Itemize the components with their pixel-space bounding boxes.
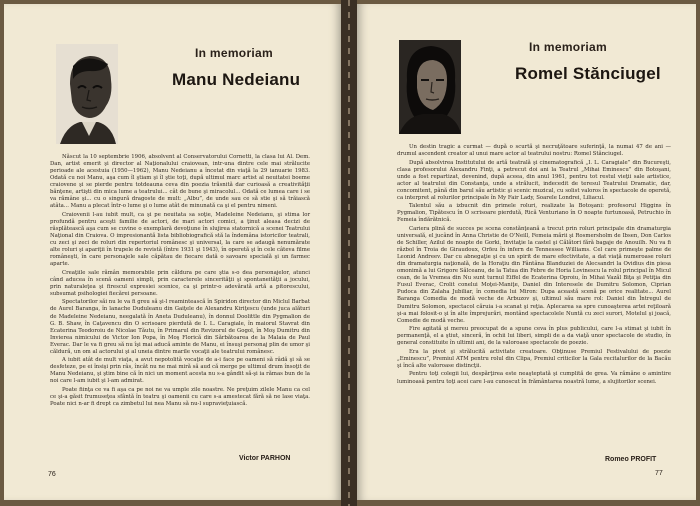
person-name-left: Manu Nedeianu xyxy=(172,70,301,89)
paragraph-left-6: Poate fiinţa ce va fi aşa ca pe noi ne va umple zile noastre. Ne preţuim zilele Manu ca cel ce şi-a găsit frumuseţea sfântă în teatru şi oamenii cu care s-a amestecat fără să ne lase viaţa. Poate nici n-ar fi drept ca zimbetul lui nea Manu să nu-l supravieţuiască. xyxy=(50,387,310,408)
article-body-left xyxy=(50,154,310,410)
paragraph-left-3: Creaţiile sale rămân memorabile prin căldura pe care ştia s-o dea personajelor, atunci când aducea în scenă oameni simpli, prin caracterele sincerităţii şi spontaneităţii a jocului, prin naturaleţea şi firescul expresiei scenice, ca şi printr-o adevărată artă a pitorescului, subsumat psihologiei fiecărei persoane. xyxy=(50,269,310,297)
paragraph-right-4: Cariera plină de succes pe scena constănţeană a trecut prin roluri principale din dramaturgia universală, el jucând în Anna Christie de O'Neill, Femeia mării şi Rosmersholm de Ibsen, Don Carlos de Schiller, Azilul de noapte de Gorki, Invitaţie la castel şi Călători fără bagaje de Anouilh. Nu va fi războl în Troia de Giraudoux, Orfeu în infern de Tennessee Williams. Cel care primeşte palme de Leonid Andreev. Dar cu abnegaţie şi cu un spirit de mare efectivitate, a dat viaţă numeroase roluri din dramaturgia naţională, de la Horaţiu din Fântâna Blanduziei de Alecsandri la Ovidius din piesa omonimă a lui Grigore Sălceanu, de la Tatua din Febre de Horia Lovinescu la rolul principal în Micul cean, de la Vremea din Nu sunt turnul Eiffel de Ecaterina Oproiu, în Mihai Vazăl Biţa şi Petiţia din Fusul Everac, Crolit conelui Moţei-Maniţe, Daniel din Interesele de Dumitru Solomon, Ciprian Pudoca din Zalaha Jubiliar, în comedia lui Miron: Dupa această scenă pe orice realitate... Aurel Baranga Comedia de modă veche de Arbuzov şi, ultimul său mare rol: Daniel din Întregul de Dumitru Solomon, spectacol căruia i-a scanat şi reţia. Aplecarea sa spre cunoaşterea artei reţiloară şi-a mai folosit-o şi în alte împrejurări, montând spectacolele Nuntă cu zeci surori, Motelul şi joacă, Comedie de modă veche. xyxy=(397,226,671,324)
signature-right: Romeo PROFIT xyxy=(605,456,657,463)
left-page xyxy=(4,4,341,500)
page-number-left: 76 xyxy=(48,471,56,478)
paragraph-right-3: Talentul său a izbucnit din primele roluri, realizate la Botoşani: profesorul Higgins în Pygmalion, Tipătescu în O scrisoare pierdută, Rică Venturiano în O noapte furtunoasă, Petruchio în Femeia îndărătnică. xyxy=(397,203,671,224)
right-page xyxy=(357,4,696,500)
paragraph-left-5: A iubit atât de mult viaţa, a avut nepotolită vocaţie de a-i face pe oameni să râdă şi să se desfeteze, pe ei însişi prin râs, încât nu ne mai miră să aud că merge pe ultimul drum însoţit de Manu Nedeianu, şi ştim bine că în nici un moment acesta nu s-a gândit să-şi ia rămas bun de la noi care l-am iubit şi l-am admirat. xyxy=(50,357,310,385)
memoriam-heading-left: In memoriam xyxy=(195,46,273,60)
portrait-photo-romel-stanciugel xyxy=(399,40,461,134)
person-name-right: Romel Stănciugel xyxy=(515,64,661,83)
paragraph-right-6: Era la pivot şi strălucită activitate creatoare. Obţinuse Premiul Festivalului de poezie „Eminescu”, Premiul ATM pentru rolul din Clipa, Premiul criticilor la Gala recitalurilor de la Bacău şi încă alte valoroase distincţii. xyxy=(397,348,671,369)
portrait-photo-manu-nedeianu xyxy=(56,44,118,144)
paragraph-left-1: Născut la 10 septembrie 1906, absolvent al Conservatorului Cornetti, la clasa lui Al. Dem. Dan, artist emerit şi director al Naţionalului craiovean, intr-una dintre cele mai strălucite perioade ale acestuia (1950—1962), Manu Nedeianu a încetat din viaţă la 29 ianuarie 1983. Odată cu noi Manu, aşa cum îl ştiam şi îl ştie toţi, după ultimul marc artist al neuitatei boeme craiovene şi se pierde pentru totdeauna ceva din poezia trăsnită dar curioasă a creativităţii bănţene, artişti din mica lume a teatrului... cât de bune şi miracolul... Odată ce lumea care i se va rămâne şi... cu o singură dragoste de mult: „Albu”, de unde sau ce să stie şi să trăiască atâta... Manu a plecat într-o lume şi o lume atât de minunată ca şi el pentru nimeni. xyxy=(50,154,310,210)
paragraph-right-2: După absolvirea Institutului de artă teatrală şi cinematografică „I. L. Caragiale” din Bucureşti, clasa profesorului Alexandru Finţi, a petrecut doi ani la Teatrul „Mihai Eminescu” din Botoşani, unde a fost repartizat, devenind, după aceea, din anul 1961, pentru tot restul vieţii sale artistice, actor al teatrului din Constanţa, unde a strălucit, indecedit de teresul Teatrului Dramatic, dar, concomitent, până din barul său artistic şi scenic muzical, cu solist valoros în spectacole de operetă, ca interpret al rolurilor principale în My Fair Lady, Soarele Londrei, Liliacul. xyxy=(397,159,671,201)
portrait-manu-nedeianu-icon xyxy=(56,44,118,144)
paragraph-right-1: Un destin tragic a curmat — după o scurtă şi necruţătoare suferinţă, la numai 47 de ani — drumul ascendent creator al unui mare actor al teatrului nostru: Romel Stănciugel. xyxy=(397,144,671,158)
memoriam-heading-right: In memoriam xyxy=(529,40,607,54)
signature-left: Victor PARHON xyxy=(239,455,291,462)
paragraph-left-4: Spectatorilor săi nu le va fi greu să şi-l reamintească în Spiridon director din Miclul Barbat de Aurel Baranga, în lanache Duduleanu din Gaiţele de Alexandru Kiriţescu (unde juca alături de Madeleine Nedeianu, neegalată în Aneta Duduleanu), în donnul Doolittle din Pygmalion de G. B. Shaw, în Caţavencu din O scrisoare pierdută de I. L. Caragiale, în maiorul Stavrat din Ecaterina Teodoroiu de Nicolae Tăutu, în Primarul din Revizorul de Gogol, în Moş Dumitru din Invierea nimicului de Victor Ion Popa, în Moş Florică din Sărbătoarea de la Malaia de Paul Everac. Dar le va fi greu să nu îşi mai aducă aminte de Manu, ei însuşi personaj plin de umor şi căldură, un om al actorului şi al uneia dintre marile vocaţii ale teatrului românesc. xyxy=(50,299,310,355)
portrait-romel-stanciugel-icon xyxy=(399,40,461,134)
paragraph-right-5: Fire agitată şi mereu preocupat de a spune ceva în plus publicului, care l-a stimat şi iubit în permanenţă, el a ştiut, sinceră, în ochii lui liberi, simpli de a da viaţă unor spectacole de studio, în general constituite în ultimii ani, de la valoroase spectacole de poezie. xyxy=(397,326,671,347)
book-gutter xyxy=(341,0,357,506)
paragraph-left-2: Craiovenii l-au iubit mult, ca şi pe neuitata sa soţie, Madeleine Nedeianu, şi stima lor profundă pentru aceşti familie de actori, de mari actori comici, a ţinut aleasa decizi de răsplătească aşa cum se cuvine o exemplară devoţiune în slujirea statornică a scenei Teatrului Naţional din Craiova. O impresionantă lista bibliobiografică stă la îndemâna istoricilor teatrali, cu zeci şi zeci de roluri din repertoriul românesc şi universal, la care se adaugă nenumărate alte roluri şi apariţii în trupele de revistă (între 1931 şi 1943), în operetă şi în cele câteva filme româneşti, în care personajele sale căpătau de fiecare dată o savoare specială şi un farmec aparte. xyxy=(50,211,310,268)
paragraph-right-7: Pentru toţi colegii lui, despărţirea este neaşteptată şi cumplită de grea. Va rămâne o amintire luminoasă pentru toţi acei care l-au cunoscut în frământarea noastră lume, a slujitorilor scenei. xyxy=(397,371,671,385)
article-body-right xyxy=(397,144,671,387)
page-number-right: 77 xyxy=(655,470,663,477)
